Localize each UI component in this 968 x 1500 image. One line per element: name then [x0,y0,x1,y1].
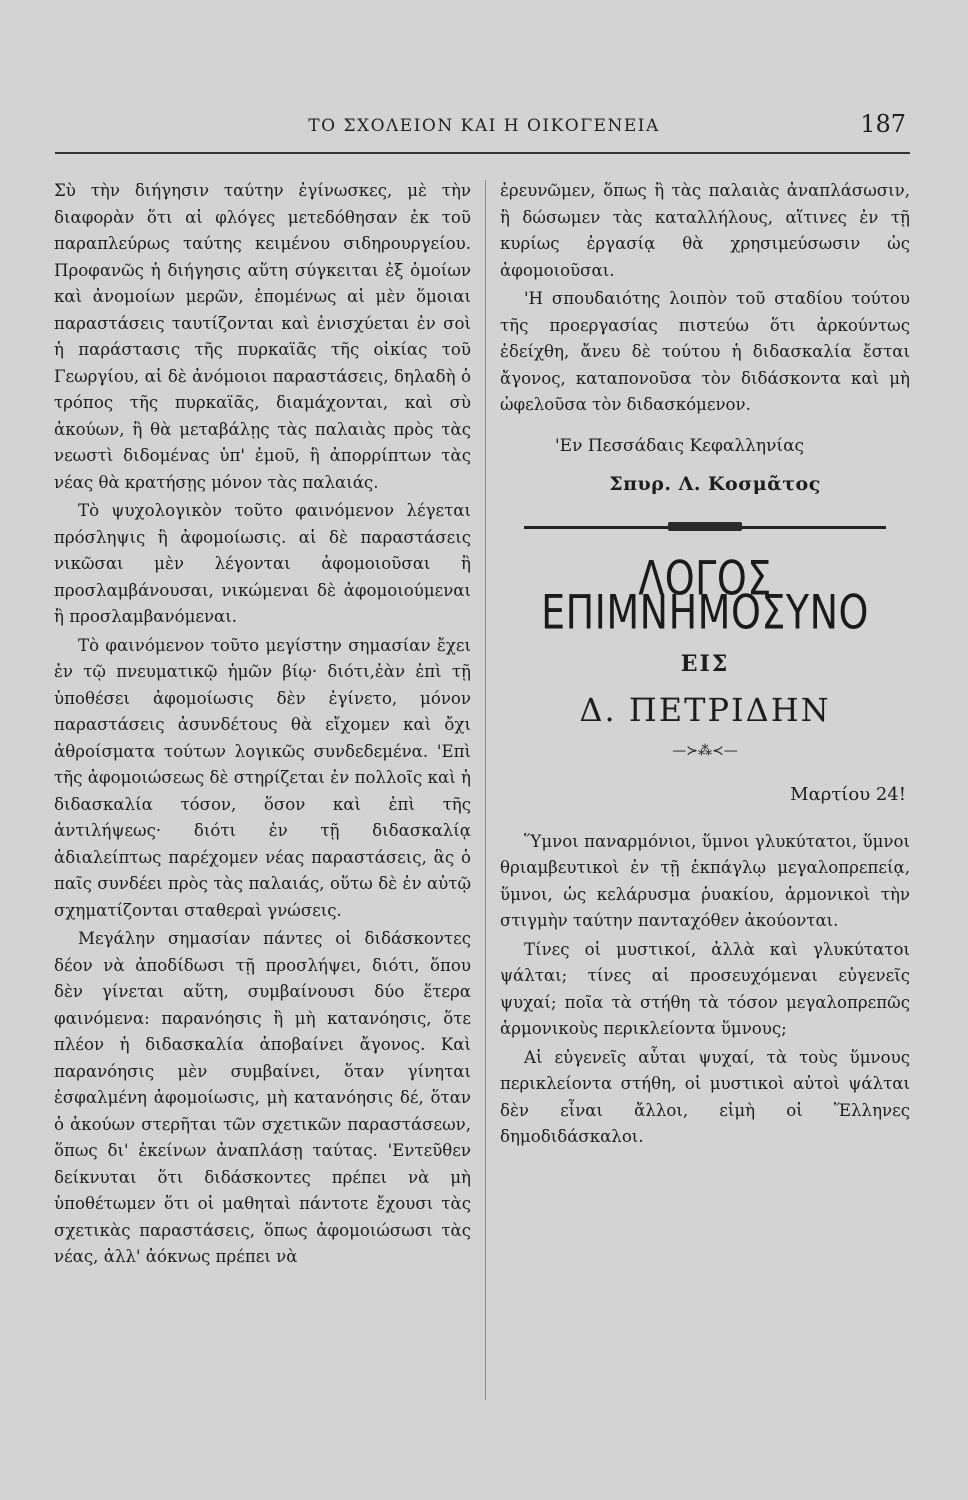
divider-ornament-icon [668,522,742,531]
left-paragraph-1: Σὺ τὴν διήγησιν ταύτην ἐγίνωσκες, μὲ τὴν διαφορὰν ὅτι αἱ φλόγες μετεδόθησαν ἐκ τοῦ παραπλεύρως ταύτης κειμένου σιδηρουργείου. Προφανῶς ἡ διήγησις αὕτη σύγκειται ἐξ ὁμοίων καὶ ἀνομοίων μερῶν, ἑπομένως αἱ μὲν ὅμοιαι παραστάσεις ταυτίζονται καὶ ἐνισχύεται ἐν σοὶ ἡ παράστασις τῆς πυρκαϊᾶς τῆς οἰκίας τοῦ Γεωργίου, αἱ δὲ ἀνόμοιοι παραστάσεις, δηλαδὴ ὁ τρόπος τῆς πυρκαϊᾶς, διαμάχονται, καὶ σὺ ἀκούων, ἢ θὰ μεταβάλῃς τὰς παλαιὰς πρὸς τὰς νεωστὶ διδομένας ὑπ' ἐμοῦ, ἢ ἀπορρίπτων τὰς νέας θὰ κρατήσῃς μόνον τὰς παλαιάς. [54,181,471,492]
author-signature: Σπυρ. Λ. Κοσμᾶτος [609,473,821,495]
section-divider [500,510,910,540]
column-divider [485,180,486,1400]
right-paragraph-3: Ὕμνοι παναρμόνιοι, ὕμνοι γλυκύτατοι, ὕμνοι θριαμβευτικοὶ ἐν τῇ ἐκπάγλῳ μεγαλοπρεπείᾳ, ὕμνοι, ὡς κελάρυσμα ῥυακίου, ἁρμονικοὶ τὴν στιγμὴν ταύτην πανταχόθεν ἀκούονται. [500,831,910,930]
right-paragraph-1: ἐρευνῶμεν, ὅπως ἢ τὰς παλαιὰς ἀναπλάσωσιν, ἢ δώσωμεν τὰς καταλλήλους, αἵτινες ἐν τῇ κυρίως ἐργασίᾳ θὰ χρησιμεύσωσιν ὡς ἀφομοιοῦσαι. [500,181,910,280]
left-paragraph-2: Τὸ ψυχολογικὸν τοῦτο φαινόμενον λέγεται πρόσληψις ἢ ἀφομοίωσις. αἱ δὲ παραστάσεις νικῶσαι μὲν λέγονται ἀφομοιοῦσαι ἢ προσλαμβάνουσαι, νικώμεναι δὲ ἀφομοιούμεναι ἢ προσλαμβανόμεναι. [54,501,471,626]
right-paragraph-4: Τίνες οἱ μυστικοί, ἀλλὰ καὶ γλυκύτατοι ψάλται; τίνες αἱ προσευχόμεναι εὐγενεῖς ψυχαί; ποῖα τὰ στήθη τὰ τόσον μεγαλοπρεπῶς ἁρμονικοὺς περικλείοντα ὕμνους; [500,939,910,1038]
right-paragraph-5: Αἱ εὐγενεῖς αὗται ψυχαί, τὰ τοὺς ὕμνους περικλείοντα στήθη, οἱ μυστικοὶ αὐτοὶ ψάλται δὲν εἶναι ἄλλοι, εἰμὴ οἱ Ἕλληνες δημοδιδάσκαλοι. [500,1047,910,1146]
running-title: ΤΟ ΣΧΟΛΕΙΟΝ ΚΑΙ Η ΟΙΚΟΓΕΝΕΙΑ [308,116,660,136]
page-header [60,110,908,144]
left-paragraph-4: Μεγάλην σημασίαν πάντες οἱ διδάσκοντες δέον νὰ ἀποδίδωσι τῇ προσλήψει, διότι, ὅπου δὲν γίνεται αὕτη, συμβαίνουσι δύο ἕτερα φαινόμενα: παρανόησις ἢ μὴ κατανόησις, ὅτε πλέον ἡ διδασκαλία ἀποβαίνει ἄγονος. Καὶ παρανόησις μὲν συμβαίνει, ὅταν γίνηται ἐσφαλμένη ἀφομοίωσις, μὴ κατανόησις δέ, ὅταν ὁ ἀκούων στερῆται τῶν σχετικῶν παραστάσεων, ὅπως δι' ἐκείνων ἀναπλάσῃ ταύτας. 'Εντεῦθεν δείκνυται ὅτι διδάσκοντες πρέπει νὰ μὴ ὑποθέτωμεν ὅτι οἱ μαθηταὶ πάντοτε ἔχουσι τὰς σχετικὰς παραστάσεις, ὅπως ἀφομοιώσωσι τὰς νέας, ἀλλ' ἀόκνως πρέπει νὰ [54,929,471,1266]
page-number: 187 [860,110,906,138]
header-rule [55,152,910,154]
signature-place: 'Εν Πεσσάδαις Κεφαλληνίας [555,435,805,456]
left-paragraph-3: Τὸ φαινόμενον τοῦτο μεγίστην σημασίαν ἔχει ἐν τῷ πνευματικῷ ἡμῶν βίῳ· διότι,ἐὰν ἐπὶ τῇ ὑποθέσει ἀφομοίωσις δὲν ἐγίνετο, μόνον παραστάσεις ἀσυνδέτους θὰ εἴχομεν καὶ ὄχι ἀθροίσματα τούτων λογικῶς συνδεδεμένα. 'Επὶ τῆς ἀφομοιώσεως δὲ στηρίζεται ἐν πολλοῖς καὶ ἡ διδασκαλία τόσον, ὅσον καὶ ἐπὶ τῆς ἀντιλήψεως· διότι ἐν τῇ διδασκαλίᾳ ἀδιαλείπτως παρέχομεν νέας παραστάσεις, ἃς ὁ παῖς συνδέει πρὸς τὰς παλαιάς, οὕτω δὲ ἐν αὐτῷ σχηματίζονται σταθεραὶ γνώσεις. [54,635,471,920]
article-date: Μαρτίου 24! [790,784,906,805]
left-column [54,178,471,1271]
article-body [500,829,910,1151]
right-paragraph-2: 'Η σπουδαιότης λοιπὸν τοῦ σταδίου τούτου τῆς προεργασίας πιστεύω ὅτι ἀρκούντως ἐδείχθη, ἄνευ δὲ τούτου ἡ διδασκαλία ἔσται ἄγονος, καταπονοῦσα τὸν διδάσκοντα καὶ μὴ ὠφελοῦσα τὸν διδασκόμενον. [500,289,910,414]
article-title: ΛΟΓΟΣ ΕΠΙΜΝΗΜΟΣΥΝΟ [541,550,869,639]
small-ornament-icon: —≻⁂≺— [672,742,738,759]
article-title-eis: ΕΙΣ [680,650,730,677]
right-column [500,178,910,1151]
article-title-name: Δ. ΠΕΤΡΙΔΗΝ [579,691,831,729]
